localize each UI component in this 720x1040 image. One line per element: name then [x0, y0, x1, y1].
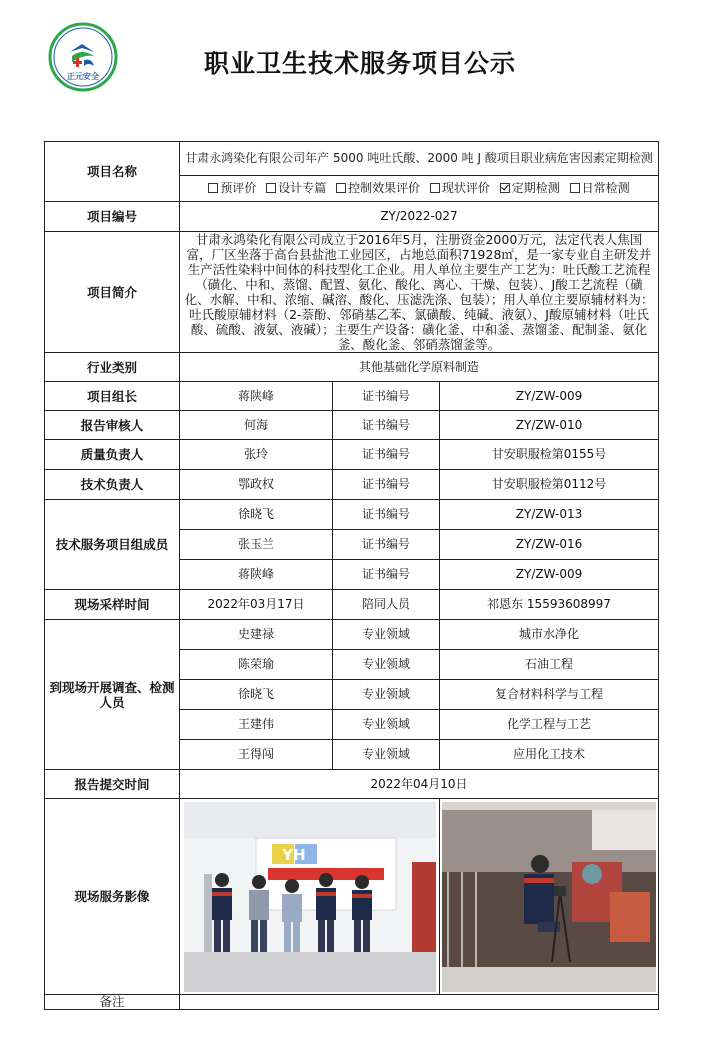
survey-field-label: 专业领域 [333, 680, 440, 710]
survey-field-label: 专业领域 [333, 650, 440, 680]
checkbox-icon [570, 183, 580, 193]
checkbox-icon [336, 183, 346, 193]
project-no-value: ZY/2022-027 [180, 202, 659, 232]
option-daily-testing[interactable]: 日常检测 [570, 181, 630, 195]
industry-label: 行业类别 [45, 353, 180, 382]
survey-field: 石油工程 [440, 650, 659, 680]
project-name-value: 甘肃永鸿染化有限公司年产 5000 吨吐氏酸、2000 吨 J 酸项目职业病危害因素定期检测 [180, 142, 659, 176]
row-submit [45, 770, 659, 799]
option-periodic-testing[interactable]: 定期检测 [500, 181, 560, 195]
survey-name: 史建禄 [180, 620, 333, 650]
leader-cert: ZY/ZW-009 [440, 382, 659, 411]
row-reviewer [45, 411, 659, 440]
info-table [44, 141, 659, 1010]
member-cert-label: 证书编号 [333, 530, 440, 560]
member-name: 张玉兰 [180, 530, 333, 560]
project-intro-value: 甘肃永鸿染化有限公司成立于2016年5月，注册资金2000万元，法定代表人焦国富，厂区坐落于高台县盐池工业园区，占地总面积71928㎡，是一家专业自主研发并生产活性染料中间体的科技型化工企业。用人单位主要生产工艺为：吐氏酸工艺流程（磺化、中和、蒸馏、配置、氨化、酸化、离心、干燥、包装）、J酸工艺流程（磺化、水解、中和、浓缩、碱溶、酸化、压滤洗涤、包装）；用人单位主要原辅材料为：吐氏酸原辅材料（2-萘酚、邻硝基乙苯、氯磺酸、纯碱、液氨）、J酸原辅材料（吐氏酸、硫酸、液氨、液碱）；主要生产设备：磺化釜、中和釜、蒸馏釜、配制釜、氨化釜、酸化釜、邻硝蒸馏釜等。 [180, 232, 659, 353]
industry-value: 其他基础化学原料制造 [180, 353, 659, 382]
survey-field-label: 专业领域 [333, 620, 440, 650]
quality-cert-label: 证书编号 [333, 440, 440, 470]
reviewer-cert: ZY/ZW-010 [440, 411, 659, 440]
evaluation-type-options [180, 176, 659, 202]
reviewer-label: 报告审核人 [45, 411, 180, 440]
row-sampling [45, 590, 659, 620]
survey-field-label: 专业领域 [333, 740, 440, 770]
checkbox-icon [266, 183, 276, 193]
team-photo [184, 802, 436, 992]
member-cert-label: 证书编号 [333, 500, 440, 530]
tech-label: 技术负责人 [45, 470, 180, 500]
tech-cert-label: 证书编号 [333, 470, 440, 500]
member-name: 徐晓飞 [180, 500, 333, 530]
row-leader [45, 382, 659, 411]
leader-label: 项目组长 [45, 382, 180, 411]
row-project-name [45, 142, 659, 176]
member-cert: ZY/ZW-009 [440, 560, 659, 590]
member-cert-label: 证书编号 [333, 560, 440, 590]
row-quality [45, 440, 659, 470]
checkbox-checked-icon [500, 183, 510, 193]
remark-label: 备注 [45, 995, 180, 1010]
submit-label: 报告提交时间 [45, 770, 180, 799]
tech-cert: 甘安职服检第0112号 [440, 470, 659, 500]
member-cert: ZY/ZW-013 [440, 500, 659, 530]
row-member [45, 500, 659, 530]
project-no-label: 项目编号 [45, 202, 180, 232]
sign-text: YH [281, 845, 306, 864]
survey-field: 化学工程与工艺 [440, 710, 659, 740]
survey-field-label: 专业领域 [333, 710, 440, 740]
survey-name: 徐晓飞 [180, 680, 333, 710]
companion-label: 陪同人员 [333, 590, 440, 620]
row-survey [45, 620, 659, 650]
survey-field: 应用化工技术 [440, 740, 659, 770]
sampling-label: 现场采样时间 [45, 590, 180, 620]
survey-name: 王得闯 [180, 740, 333, 770]
quality-cert: 甘安职服检第0155号 [440, 440, 659, 470]
member-cert: ZY/ZW-016 [440, 530, 659, 560]
option-design[interactable]: 设计专篇 [266, 181, 326, 195]
row-images [45, 799, 659, 995]
remark-value [180, 995, 659, 1010]
member-name: 蒋陕峰 [180, 560, 333, 590]
row-project-intro [45, 232, 659, 353]
logo-text: 正元安全 [67, 72, 99, 81]
option-status-evaluation[interactable]: 现状评价 [430, 181, 490, 195]
survey-name: 陈荣瑜 [180, 650, 333, 680]
survey-field: 城市水净化 [440, 620, 659, 650]
images-label: 现场服务影像 [45, 799, 180, 995]
quality-label: 质量负责人 [45, 440, 180, 470]
leader-cert-label: 证书编号 [333, 382, 440, 411]
survey-field: 复合材料科学与工程 [440, 680, 659, 710]
project-name-label: 项目名称 [45, 142, 180, 202]
onsite-photo [442, 802, 656, 992]
project-intro-label: 项目简介 [45, 232, 180, 353]
members-label: 技术服务项目组成员 [45, 500, 180, 590]
reviewer-name: 何海 [180, 411, 333, 440]
row-tech [45, 470, 659, 500]
row-remark [45, 995, 659, 1010]
checkbox-icon [208, 183, 218, 193]
option-pre-evaluation[interactable]: 预评价 [208, 181, 256, 195]
page-title: 职业卫生技术服务项目公示 [203, 49, 516, 78]
sampling-date: 2022年03月17日 [180, 590, 333, 620]
row-project-no [45, 202, 659, 232]
submit-value: 2022年04月10日 [180, 770, 659, 799]
tech-name: 鄂政权 [180, 470, 333, 500]
reviewer-cert-label: 证书编号 [333, 411, 440, 440]
survey-label: 到现场开展调查、检测人员 [45, 620, 180, 770]
companion-value: 祁恩东 15593608997 [440, 590, 659, 620]
quality-name: 张玲 [180, 440, 333, 470]
leader-name: 蒋陕峰 [180, 382, 333, 411]
row-industry [45, 353, 659, 382]
checkbox-icon [430, 183, 440, 193]
option-control-effect[interactable]: 控制效果评价 [336, 181, 420, 195]
survey-name: 王建伟 [180, 710, 333, 740]
